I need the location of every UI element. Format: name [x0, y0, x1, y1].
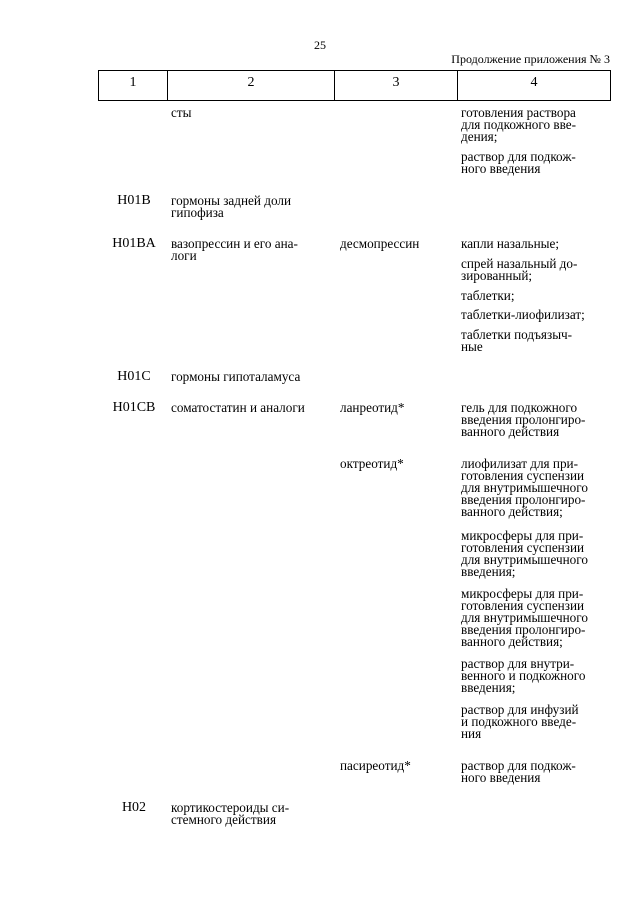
- atc-code: H01BA: [112, 236, 156, 251]
- dosage-form-line: раствор для внутри-: [461, 656, 575, 671]
- dosage-form-line: ния: [461, 726, 482, 741]
- dosage-form-line: ные: [461, 339, 483, 354]
- header-col-1: 1: [129, 75, 137, 90]
- dosage-form-line: ванного действия: [461, 424, 560, 439]
- dosage-form-line: введения;: [461, 564, 516, 579]
- dosage-form-line: ванного действия;: [461, 634, 563, 649]
- header-col-2: 2: [247, 75, 255, 90]
- dosage-form-line: ванного действия;: [461, 504, 563, 519]
- drug-name: пасиреотид*: [340, 758, 411, 773]
- dosage-form-line: для внутримышечного: [461, 480, 588, 495]
- dosage-form-line: ного введения: [461, 770, 541, 785]
- dosage-form-line: готовления раствора: [461, 105, 576, 120]
- atc-code: H01B: [117, 193, 151, 208]
- dosage-form-line: введения пролонгиро-: [461, 622, 586, 637]
- drug-name: десмопрессин: [340, 236, 420, 251]
- table-header: [98, 70, 611, 101]
- dosage-form-line: таблетки;: [461, 288, 515, 303]
- dosage-form-line: гель для подкожного: [461, 400, 578, 415]
- dosage-form-line: капли назальные;: [461, 236, 559, 251]
- dosage-form-line: готовления суспензии: [461, 468, 585, 483]
- group-name-line: вазопрессин и его ана-: [171, 236, 298, 251]
- group-name-line: кортикостероиды си-: [171, 800, 290, 815]
- dosage-form-line: венного и подкожного: [461, 668, 586, 683]
- dosage-form-line: раствор для подкож-: [461, 149, 576, 164]
- dosage-form-line: для подкожного вве-: [461, 117, 576, 132]
- dosage-form-line: для внутримышечного: [461, 552, 588, 567]
- dosage-form-line: и подкожного введе-: [461, 714, 577, 729]
- dosage-form-line: раствор для инфузий: [461, 702, 579, 717]
- dosage-form-line: введения пролонгиро-: [461, 412, 586, 427]
- dosage-form-line: спрей назальный до-: [461, 256, 578, 271]
- dosage-form-line: ного введения: [461, 161, 541, 176]
- dosage-form-line: таблетки подъязыч-: [461, 327, 573, 342]
- drug-name: ланреотид*: [340, 400, 405, 415]
- dosage-form-line: для внутримышечного: [461, 610, 588, 625]
- group-name-line: сты: [171, 105, 192, 120]
- group-name-line: гипофиза: [171, 205, 224, 220]
- group-name-line: соматостатин и аналоги: [171, 400, 305, 415]
- atc-code: H02: [121, 800, 147, 815]
- dosage-form-line: готовления суспензии: [461, 540, 585, 555]
- group-name-line: логи: [171, 248, 197, 263]
- dosage-form-line: микросферы для при-: [461, 586, 584, 601]
- group-name-line: гормоны гипоталамуса: [171, 369, 301, 384]
- dosage-form-line: раствор для подкож-: [461, 758, 576, 773]
- continuation-label: Продолжение приложения № 3: [451, 52, 610, 66]
- dosage-form-line: таблетки-лиофилизат;: [461, 307, 585, 322]
- dosage-form-line: готовления суспензии: [461, 598, 585, 613]
- dosage-form-line: дения;: [461, 129, 498, 144]
- header-col-4: 4: [530, 75, 538, 90]
- dosage-form-line: зированный;: [461, 268, 533, 283]
- atc-code: H01C: [117, 369, 151, 384]
- group-name-line: стемного действия: [171, 812, 277, 827]
- atc-code: H01CB: [112, 400, 156, 415]
- page-number: 25: [314, 38, 326, 52]
- dosage-form-line: микросферы для при-: [461, 528, 584, 543]
- dosage-form-line: введения пролонгиро-: [461, 492, 586, 507]
- group-name-line: гормоны задней доли: [171, 193, 292, 208]
- dosage-form-line: введения;: [461, 680, 516, 695]
- header-col-3: 3: [392, 75, 400, 90]
- dosage-form-line: лиофилизат для при-: [461, 456, 579, 471]
- drug-name: октреотид*: [340, 456, 404, 471]
